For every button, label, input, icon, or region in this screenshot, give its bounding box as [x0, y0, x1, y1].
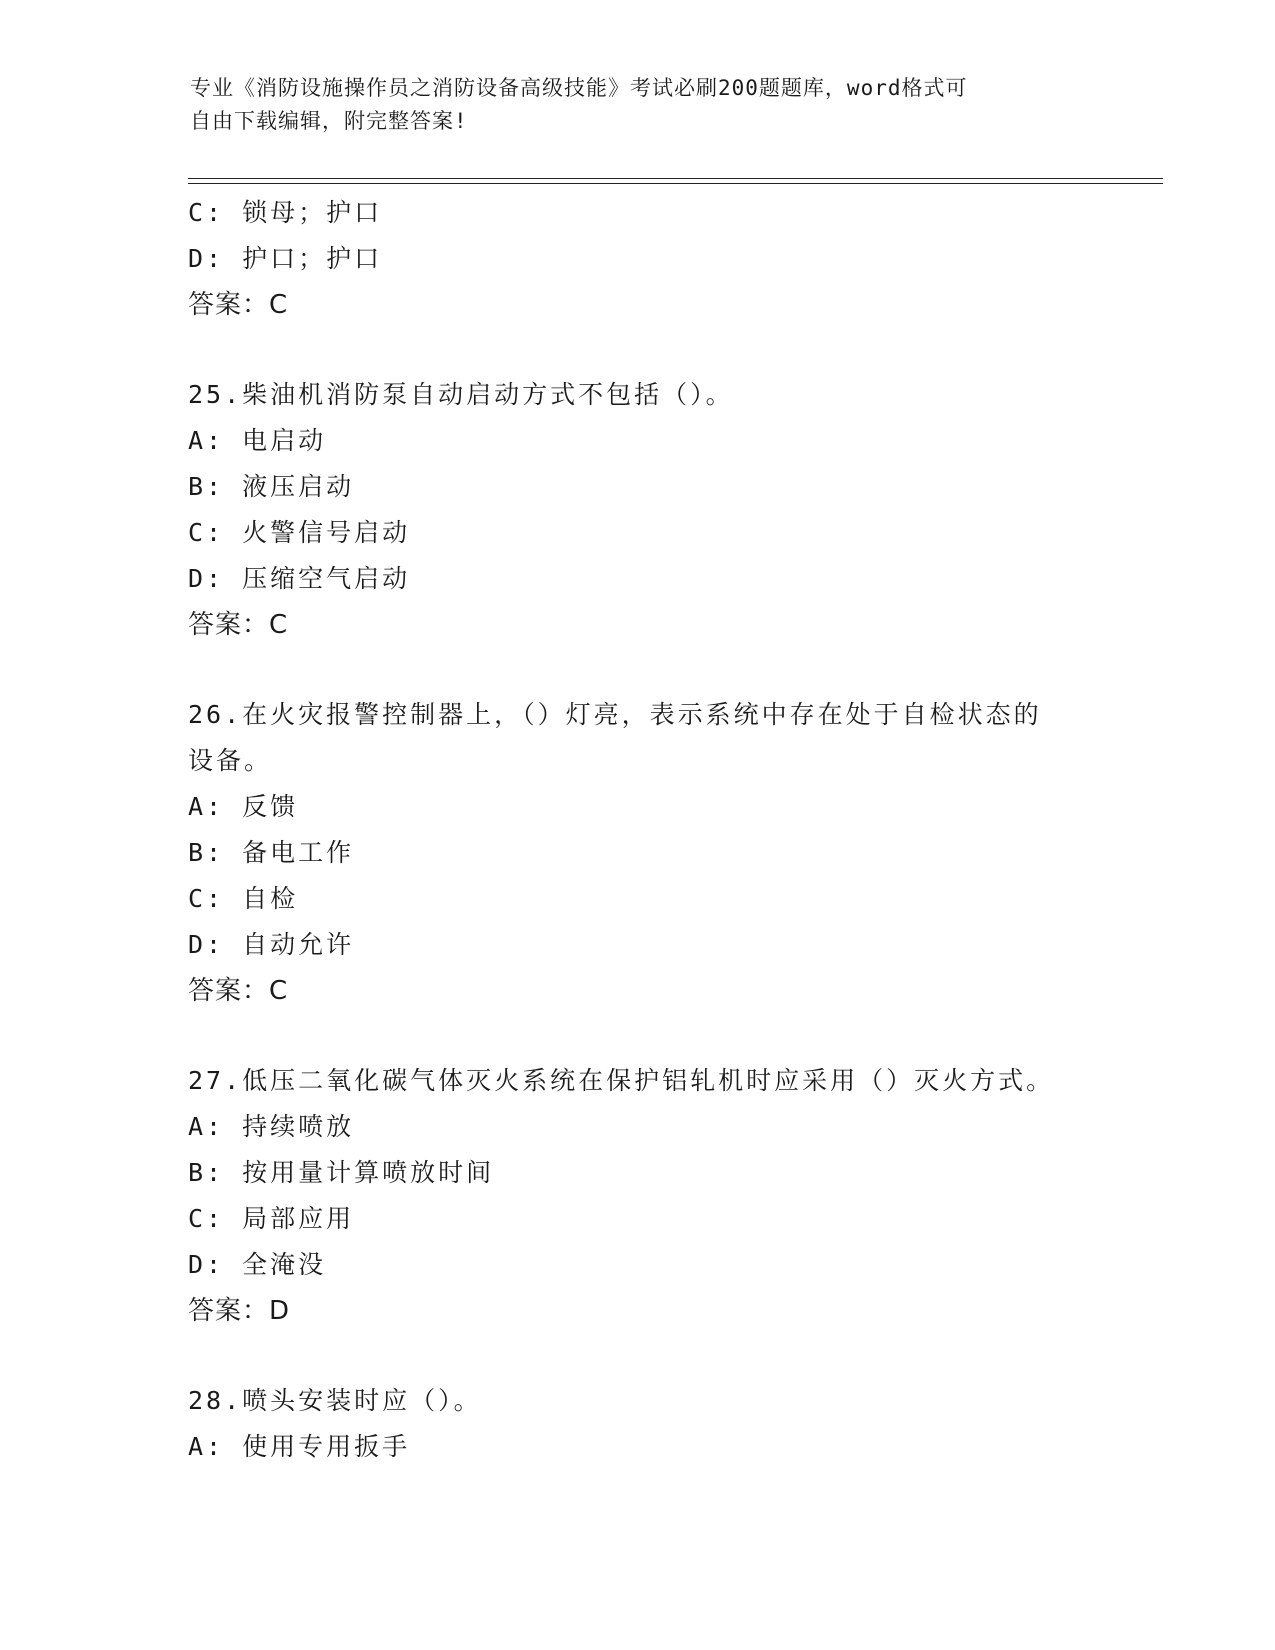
question-26	[188, 692, 1108, 1014]
question-28	[188, 1378, 1108, 1470]
answer-line: 答案：C	[188, 290, 289, 320]
answer-line: 答案：C	[188, 976, 289, 1006]
question-27	[188, 1058, 1108, 1334]
answer-line: 答案：D	[188, 1296, 291, 1326]
option-d: D: 护口；护口	[188, 244, 383, 273]
spacer	[188, 1334, 1108, 1378]
option-c: C: 锁母；护口	[188, 198, 383, 227]
spacer	[188, 648, 1108, 692]
option-c: C: 火警信号启动	[188, 518, 411, 547]
option-c: C: 局部应用	[188, 1204, 355, 1233]
option-a: A: 持续喷放	[188, 1112, 355, 1141]
option-c: C: 自检	[188, 884, 299, 913]
option-d: D: 自动允许	[188, 930, 355, 959]
option-a: A: 反馈	[188, 792, 299, 821]
option-a: A: 使用专用扳手	[188, 1432, 411, 1461]
question-stem: 25.柴油机消防泵自动启动方式不包括（）。	[188, 380, 734, 409]
question-list	[188, 190, 1108, 1470]
spacer	[188, 1014, 1108, 1058]
option-d: D: 全淹没	[188, 1250, 327, 1279]
document-header	[190, 72, 1070, 138]
header-divider-top	[188, 178, 1163, 179]
question-stem-line-1: 26.在火灾报警控制器上，（）灯亮，表示系统中存在处于自检状态的	[188, 700, 1042, 729]
question-25	[188, 372, 1108, 648]
answer-line: 答案：C	[188, 610, 289, 640]
option-a: A: 电启动	[188, 426, 327, 455]
header-divider-bottom	[188, 183, 1163, 184]
option-b: B: 液压启动	[188, 472, 355, 501]
option-b: B: 备电工作	[188, 838, 355, 867]
question-stem: 27.低压二氧化碳气体灭火系统在保护铝轧机时应采用（）灭火方式。	[188, 1066, 1055, 1095]
question-stem-line-2: 设备。	[188, 746, 273, 775]
header-title-line-2: 自由下载编辑，附完整答案!	[190, 109, 468, 133]
option-d: D: 压缩空气启动	[188, 564, 411, 593]
question-stem: 28.喷头安装时应（）。	[188, 1386, 482, 1415]
header-title-line-1: 专业《消防设施操作员之消防设备高级技能》考试必刷200题题库，word格式可	[190, 76, 968, 100]
option-b: B: 按用量计算喷放时间	[188, 1158, 495, 1187]
spacer	[188, 328, 1108, 372]
question-24-continued	[188, 190, 1108, 328]
